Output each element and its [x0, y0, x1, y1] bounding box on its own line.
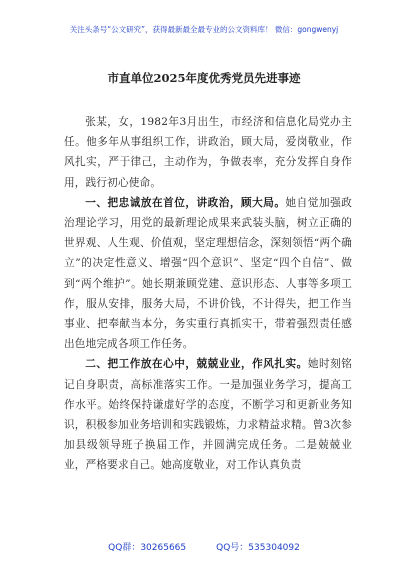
section-2-heading: 二、把工作放在心中，兢兢业业，作风扎实。	[85, 358, 308, 371]
document-body	[64, 112, 352, 476]
footer-qq-number: QQ号：535304092	[216, 543, 300, 553]
footer-qq-group: QQ群：30265665	[108, 543, 187, 553]
document-title: 市直单位2025年度优秀党员先进事迹	[107, 71, 301, 85]
header-banner: 关注头条号“公文研究”，获得最新最全最专业的公文资料库！ 微信：gongwenyj	[69, 25, 339, 34]
section-1-heading: 一、把忠诚放在首位，讲政治，顾大局。	[85, 196, 286, 209]
section-1-body: 她自觉加强政治理论学习，用党的最新理论成果来武装头脑，树立正确的世界观、人生观、价值观，坚定理想信念，深刻领悟“两个确立”的决定性意义、增强“四个意识”、坚定“四个自信”、做到“两个维护”。她长期兼顾党建、意识形态、人事等多项工作，服从安排，服务大局，不讲价钱，不计得失，把工作当事业、把奉献当本分，务实重行真抓实干，带着强烈责任感出色地完成各项工作任务。	[64, 196, 352, 351]
section-2-paragraph	[64, 354, 352, 475]
intro-paragraph: 张某，女，1982年3月出生，市经济和信息化局党办主任。他多年从事组织工作，讲政治，顾大局，爱岗敬业，作风扎实，严于律己，主动作为，争做表率，充分发挥自身作用，践行初心使命。	[64, 116, 352, 189]
section-2-body: 她时刻铭记自身职责，高标准落实工作。一是加强业务学习，提高工作水平。始终保持谦虚好学的态度，不断学习和更新业务知识，积极参加业务培训和实践锻炼，力求精益求精。曾3次参加县级领导班子换届工作，并圆满完成任务。二是兢兢业业，严格要求自己。她高度敬业，对工作认真负责	[64, 358, 352, 472]
section-1-paragraph	[64, 193, 352, 355]
footer-contact	[0, 540, 408, 553]
